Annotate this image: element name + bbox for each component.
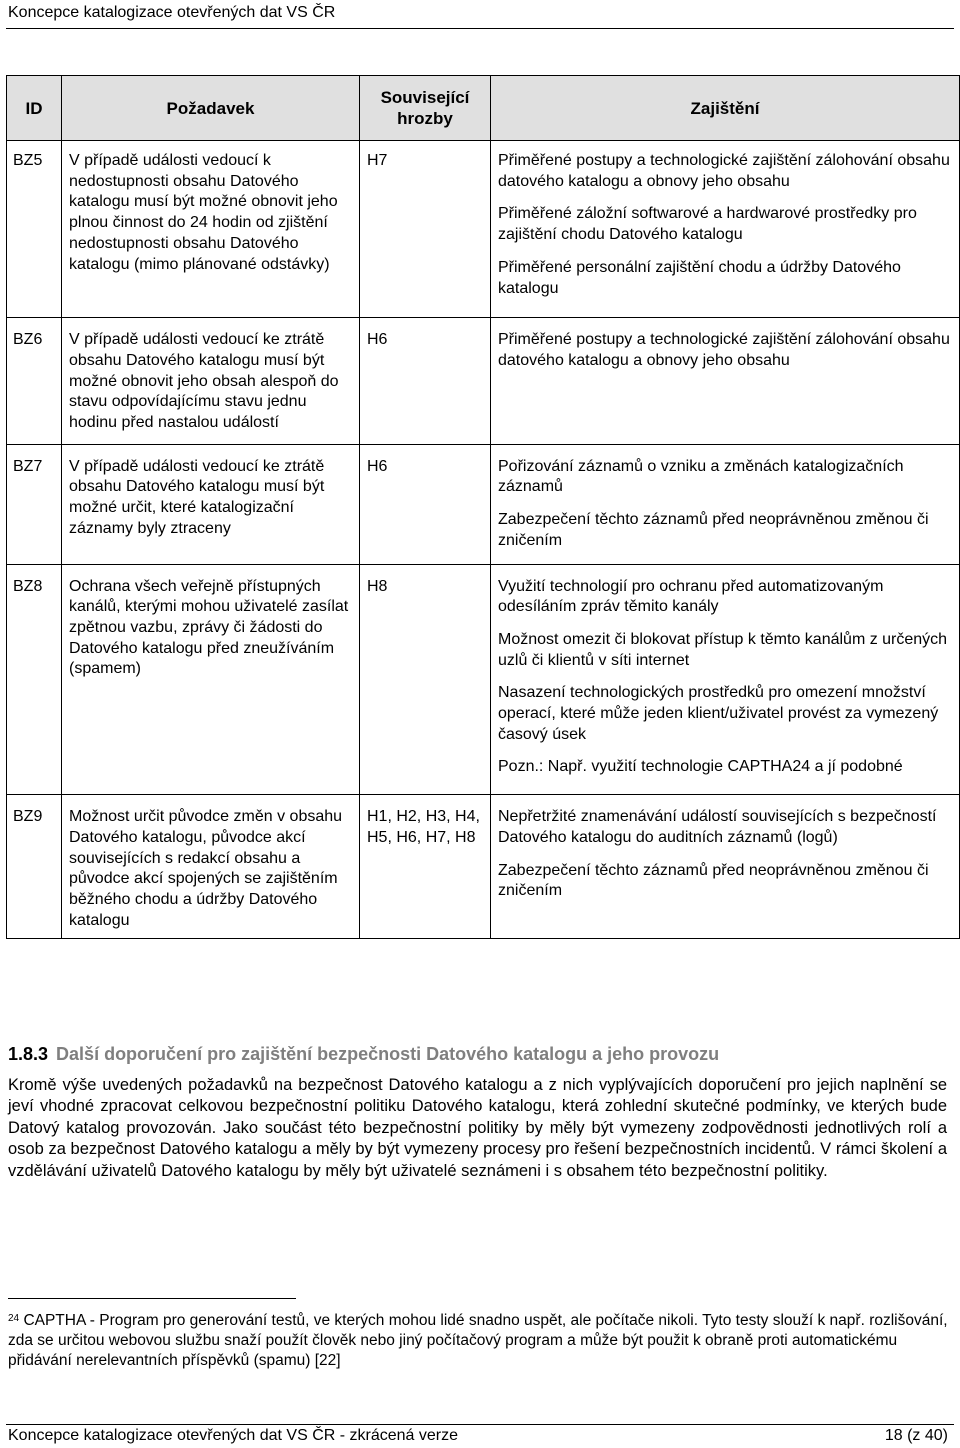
measure-item: Možnost omezit či blokovat přístup k těmto kanálům z určených uzlů či klientů v síti internet — [498, 630, 948, 669]
measure-item: Přiměřené záložní softwarové a hardwarové prostředky pro zajištění chodu Datového katalogu — [498, 205, 917, 244]
section-number: 1.8.3 — [8, 1044, 49, 1064]
body-paragraph: Kromě výše uvedených požadavků na bezpečnost Datového katalogu a z nich vyplývajících doporučení pro jejich naplnění se jeví vhodné zpracovat celkovou bezpečnostní politiku Datového katalogu, která zohlední skutečné podmínky, ve kterých bude Datový katalog provozován. Jako součást této bezpečnostní politiky by měly být vymezeny zodpovědnosti jednotlivých rolí a osob za bezpečnost Datového katalogu a měly by být vymezeny procesy pro řešení bezpečnostních incidentů. V rámci školení a vzdělávání uživatelů Datového katalogu by měly být uživatelé seznámeni i s obsahem této bezpečnostní politiky. — [8, 1076, 947, 1180]
table-row — [7, 444, 960, 564]
security-requirements-table — [6, 75, 960, 939]
measure-item: Nepřetržité znamenávání událostí souvisejících s bezpečností Datového katalogu do auditních záznamů (logů) — [498, 808, 937, 846]
table-row — [7, 795, 960, 939]
header-divider — [6, 28, 954, 29]
measure-item: Zabezpečení těchto záznamů před neoprávněnou změnou či zničením — [498, 861, 929, 900]
measure-item: Přiměřené postupy a technologické zajištění zálohování obsahu datového katalogu a obnovy jeho obsahu — [498, 152, 950, 190]
measure-item: Zabezpečení těchto záznamů před neoprávněnou změnou či zničením — [498, 511, 929, 549]
requirement-text: V případě události vedoucí k nedostupnosti obsahu Datového katalogu musí být možné obnovit jeho plnou činnost do 24 hodin od zjištění nedostupnosti obsahu Datového katalogu (mimo plánované odstávky) — [62, 141, 360, 318]
requirement-id: BZ5 — [7, 141, 62, 318]
requirement-text: V případě události vedoucí ke ztrátě obsahu Datového katalogu musí být možné obnovit jeho obsah alespoň do stavu odpovídajícímu stavu jednu hodinu před nastalou událostí — [62, 318, 360, 445]
related-threats: H8 — [360, 564, 491, 795]
footnote-text: CAPTHA - Program pro generování testů, ve kterých mohou lidé snadno uspět, ale počítače nikoli. Tyto testy slouží k např. rozlišování, zda se určitou webovou službu snaží použít člověk nebo jiný počítačový program a může být použit k obraně proti automatickému přidávání nerelevantních příspěvků (spamu) [22] — [8, 1312, 948, 1369]
measure-item: Pozn.: Např. využití technologie CAPTHA24 a jí podobné — [498, 758, 903, 776]
measure-item: Pořizování záznamů o vzniku a změnách katalogizačních záznamů — [498, 457, 904, 496]
measure-item: Přiměřené postupy a technologické zajištění zálohování obsahu datového katalogu a obnovy jeho obsahu — [498, 331, 950, 369]
footnote — [8, 1311, 952, 1371]
related-threats: H1, H2, H3, H4, H5, H6, H7, H8 — [360, 795, 491, 939]
footer-page-number: 18 (z 40) — [884, 1427, 948, 1444]
measures-cell — [491, 795, 960, 939]
table-header-row — [7, 76, 960, 141]
running-header-title: Koncepce katalogizace otevřených dat VS ČR — [8, 4, 336, 21]
related-threats: H6 — [360, 318, 491, 445]
column-header-threats: Související hrozby — [360, 76, 491, 141]
measures-cell — [491, 141, 960, 318]
related-threats: H7 — [360, 141, 491, 318]
table-row — [7, 141, 960, 318]
section-title: Další doporučení pro zajištění bezpečnosti Datového katalogu a jeho provozu — [56, 1044, 720, 1064]
measure-item: Využití technologií pro ochranu před automatizovaným odesíláním zpráv těmito kanály — [498, 577, 884, 616]
table-row — [7, 564, 960, 795]
measure-item: Nasazení technologických prostředků pro omezení množství operací, které může jeden klient/uživatel provést za vymezený časový úsek — [498, 684, 939, 743]
measure-item: Přiměřené personální zajištění chodu a údržby Datového katalogu — [498, 258, 901, 297]
footer-document-title: Koncepce katalogizace otevřených dat VS ČR - zkrácená verze — [8, 1427, 459, 1444]
table-row — [7, 318, 960, 445]
requirement-id: BZ9 — [7, 795, 62, 939]
footer-divider — [6, 1424, 954, 1425]
column-header-measures: Zajištění — [491, 76, 960, 141]
footnote-marker: 24 — [8, 1313, 20, 1324]
related-threats: H6 — [360, 444, 491, 564]
section-heading — [8, 1044, 719, 1065]
measures-cell — [491, 444, 960, 564]
footnote-divider — [8, 1298, 296, 1299]
requirement-text: Ochrana všech veřejně přístupných kanálů, kterými mohou uživatelé zasílat zpětnou vazbu, zprávy či žádosti do Datového katalogu před zneužíváním (spamem) — [62, 564, 360, 795]
measures-cell — [491, 564, 960, 795]
requirement-text: V případě události vedoucí ke ztrátě obsahu Datového katalogu musí být možné určit, které katalogizační záznamy byly ztraceny — [62, 444, 360, 564]
column-header-id: ID — [7, 76, 62, 141]
requirement-id: BZ7 — [7, 444, 62, 564]
measures-cell — [491, 318, 960, 445]
column-header-requirement: Požadavek — [62, 76, 360, 141]
requirement-id: BZ6 — [7, 318, 62, 445]
requirement-id: BZ8 — [7, 564, 62, 795]
requirement-text: Možnost určit původce změn v obsahu Datového katalogu, původce akcí souvisejících s redakcí obsahu a původce akcí spojených se zajištěním běžného chodu a údržby Datového katalogu — [62, 795, 360, 939]
